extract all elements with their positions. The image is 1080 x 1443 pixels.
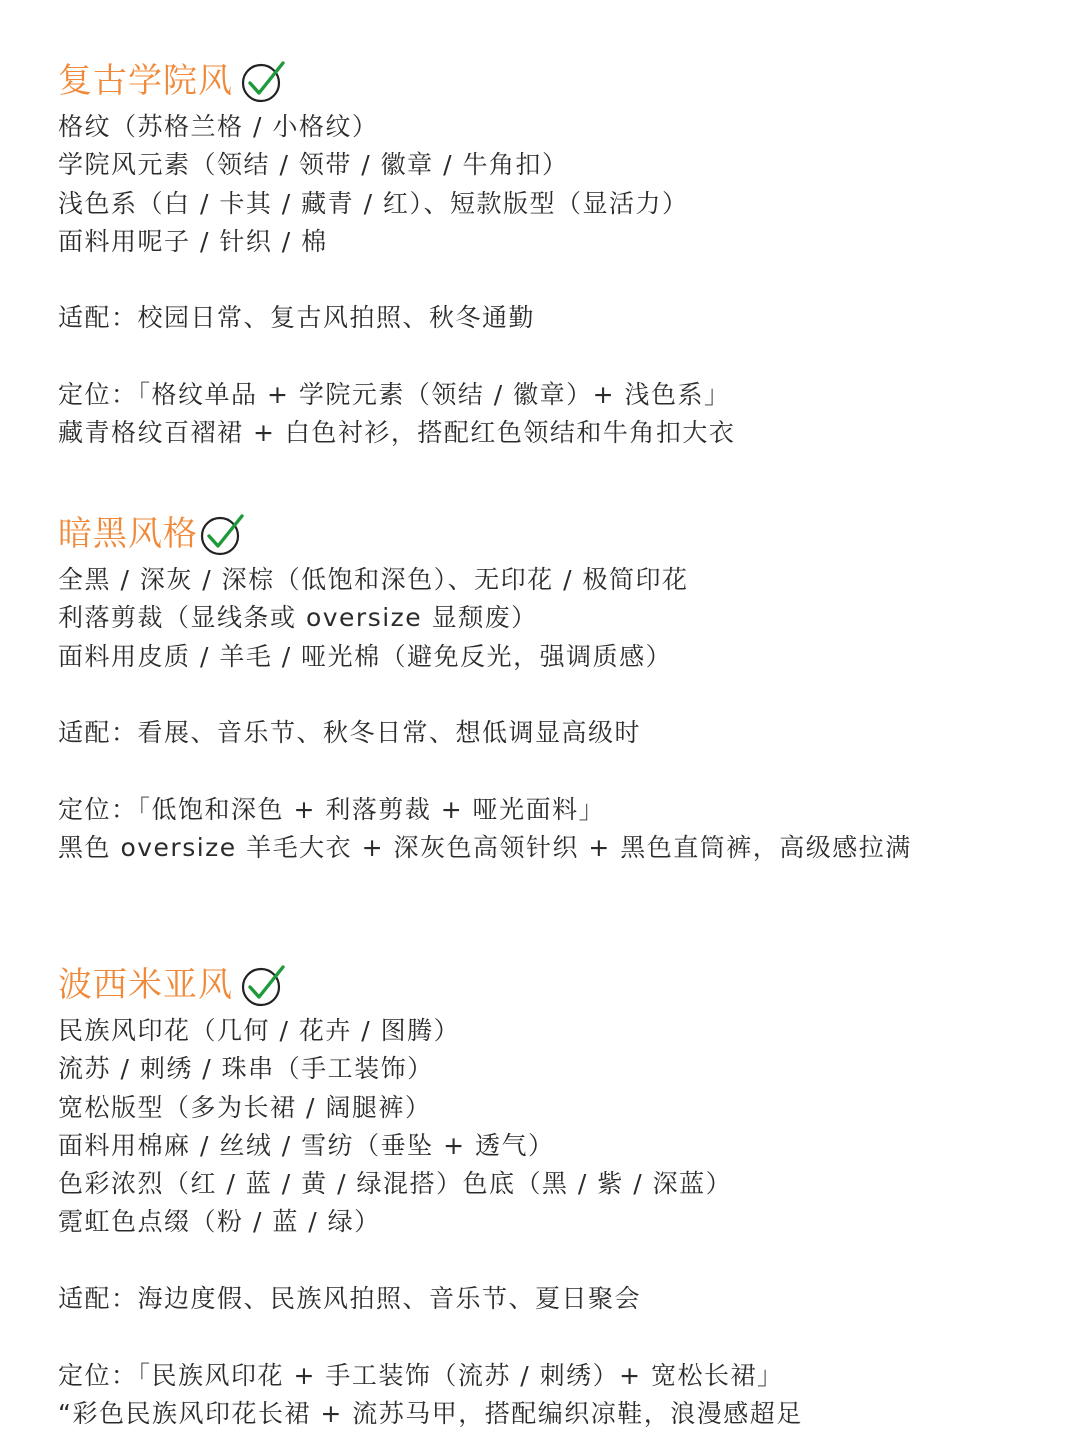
feature-line: 面料用呢子 / 针织 / 棉: [58, 226, 328, 256]
example-line: “彩色民族风印花长裙 + 流苏马甲，搭配编织凉鞋，浪漫感超足: [58, 1398, 803, 1428]
check-circle-icon: [239, 961, 287, 1009]
section-header: [58, 511, 1058, 557]
section-bohemian: [58, 962, 1058, 1433]
feature-line: 格纹（苏格兰格 / 小格纹）: [58, 112, 379, 141]
feature-line: 流苏 / 刺绣 / 珠串（手工装饰）: [58, 1054, 434, 1084]
example-line: 藏青格纹百褶裙 + 白色衬衫，搭配红色领结和牛角扣大衣: [58, 418, 736, 448]
feature-line: 学院风元素（领结 / 领带 / 徽章 / 牛角扣）: [58, 150, 569, 180]
feature-line: 民族风印花（几何 / 花卉 / 图腾）: [58, 1016, 461, 1045]
feature-line: 利落剪裁（显线条或 oversize 显颓废）: [58, 603, 538, 633]
feature-line: 面料用皮质 / 羊毛 / 哑光棉（避免反光，强调质感）: [58, 641, 673, 671]
positioning-line: 定位：「民族风印花 + 手工装饰（流苏 / 刺绣）+ 宽松长裙」: [58, 1360, 784, 1390]
section-dark-style: [58, 511, 1058, 867]
check-circle-icon: [198, 510, 246, 558]
positioning-line: 定位：「低饱和深色 + 利落剪裁 + 哑光面料」: [58, 794, 606, 824]
section-title: 波西米亚风: [58, 965, 233, 1005]
example-line: 黑色 oversize 羊毛大衣 + 深灰色高领针织 + 黑色直筒裤，高级感拉满: [58, 833, 912, 863]
feature-line: 霓虹色点缀（粉 / 蓝 / 绿）: [58, 1207, 381, 1237]
feature-line: 宽松版型（多为长裙 / 阔腿裤）: [58, 1092, 432, 1122]
section-header: [58, 962, 1058, 1008]
section-title: 复古学院风: [58, 61, 233, 101]
positioning-line: 定位：「格纹单品 + 学院元素（领结 / 徽章）+ 浅色系」: [58, 380, 731, 410]
feature-line: 色彩浓烈（红 / 蓝 / 黄 / 绿混搭）色底（黑 / 紫 / 深蓝）: [58, 1169, 733, 1199]
suitable-line: 适配：校园日常、复古风拍照、秋冬通勤: [58, 303, 536, 333]
check-circle-icon: [239, 57, 287, 105]
section-retro-academy: [58, 58, 1058, 453]
feature-line: 全黑 / 深灰 / 深棕（低饱和深色）、无印花 / 极简印花: [58, 565, 689, 594]
suitable-line: 适配：海边度假、民族风拍照、音乐节、夏日聚会: [58, 1284, 642, 1314]
suitable-line: 适配：看展、音乐节、秋冬日常、想低调显高级时: [58, 718, 642, 748]
feature-line: 面料用棉麻 / 丝绒 / 雪纺（垂坠 + 透气）: [58, 1130, 555, 1160]
feature-line: 浅色系（白 / 卡其 / 藏青 / 红）、短款版型（显活力）: [58, 188, 689, 218]
section-title: 暗黑风格: [58, 514, 198, 554]
section-header: [58, 58, 1058, 104]
